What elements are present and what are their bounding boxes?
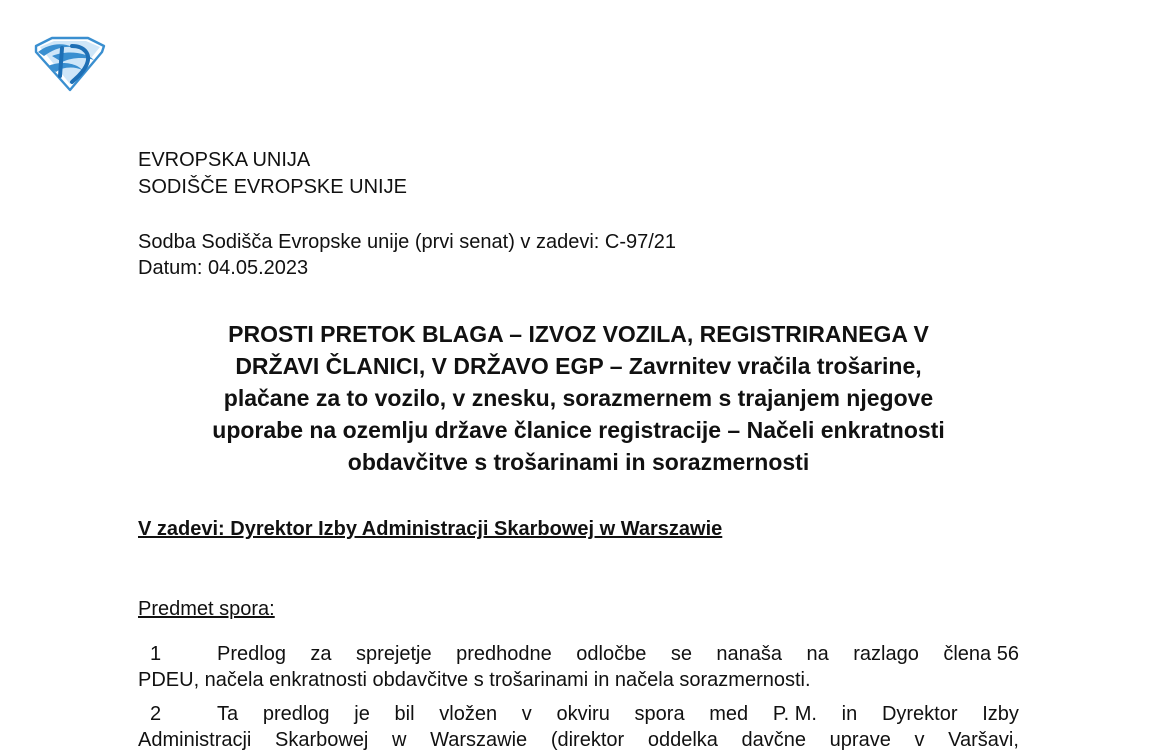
word: razlago xyxy=(853,643,919,665)
word: odločbe xyxy=(576,643,647,665)
word: predlog xyxy=(262,703,330,725)
word: za xyxy=(310,643,332,665)
word: w xyxy=(392,729,407,751)
word: Warszawie xyxy=(430,729,528,751)
paragraph-2-line-1 xyxy=(217,701,1019,727)
judgment-reference: Sodba Sodišča Evropske unije (prvi senat) v zadevi: C-97/21 xyxy=(138,231,677,253)
paragraph-number: 2 xyxy=(150,703,162,725)
document-title xyxy=(138,318,1019,478)
word: je xyxy=(354,703,370,725)
word: sprejetje xyxy=(356,643,432,665)
header-line-1: EVROPSKA UNIJA xyxy=(138,149,311,171)
word: davčne xyxy=(741,729,807,751)
word: v xyxy=(914,729,925,751)
word: in xyxy=(841,703,858,725)
word: okviru xyxy=(556,703,610,725)
judgment-date: Datum: 04.05.2023 xyxy=(138,257,309,279)
word: uprave xyxy=(829,729,891,751)
title-line: DRŽAVI ČLANICI, V DRŽAVO EGP – Zavrnitev vračila trošarine, xyxy=(235,353,922,379)
word: v xyxy=(521,703,532,725)
word: člena 56 xyxy=(943,643,1019,665)
paragraph-2-line-2 xyxy=(138,727,1019,753)
case-heading: V zadevi: Dyrektor Izby Administracji Skarbowej w Warszawie xyxy=(138,518,723,540)
title-line: uporabe na ozemlju države članice registracije – Načeli enkratnosti xyxy=(212,417,945,443)
word: Dyrektor xyxy=(881,703,958,725)
word: spora xyxy=(634,703,685,725)
paragraph-number: 1 xyxy=(150,643,162,665)
word: Varšavi, xyxy=(948,729,1019,751)
word: Izby xyxy=(982,703,1019,725)
word: (direktor xyxy=(550,729,625,751)
word: Ta xyxy=(217,703,239,725)
title-line: plačane za to vozilo, v znesku, sorazmernem s trajanjem njegove xyxy=(223,385,934,411)
paragraph-1-line-2: PDEU, načela enkratnosti obdavčitve s trošarinami in načela sorazmernosti. xyxy=(138,669,811,691)
word: na xyxy=(806,643,829,665)
word: med xyxy=(709,703,749,725)
word: se xyxy=(670,643,692,665)
word: vložen xyxy=(439,703,498,725)
word: bil xyxy=(394,703,415,725)
court-logo xyxy=(32,36,106,92)
subject-heading: Predmet spora: xyxy=(138,598,275,620)
title-line: obdavčitve s trošarinami in sorazmernosti xyxy=(347,449,810,475)
word: Administracji xyxy=(138,729,252,751)
word: predhodne xyxy=(456,643,552,665)
word: Predlog xyxy=(217,643,286,665)
paragraph-1-line-1 xyxy=(217,641,1019,667)
word: oddelka xyxy=(647,729,718,751)
word: nanaša xyxy=(716,643,783,665)
word: Skarbowej xyxy=(275,729,369,751)
title-line: PROSTI PRETOK BLAGA – IZVOZ VOZILA, REGISTRIRANEGA V xyxy=(228,321,929,347)
header-line-2: SODIŠČE EVROPSKE UNIJE xyxy=(138,176,407,198)
word: P. M. xyxy=(772,703,817,725)
